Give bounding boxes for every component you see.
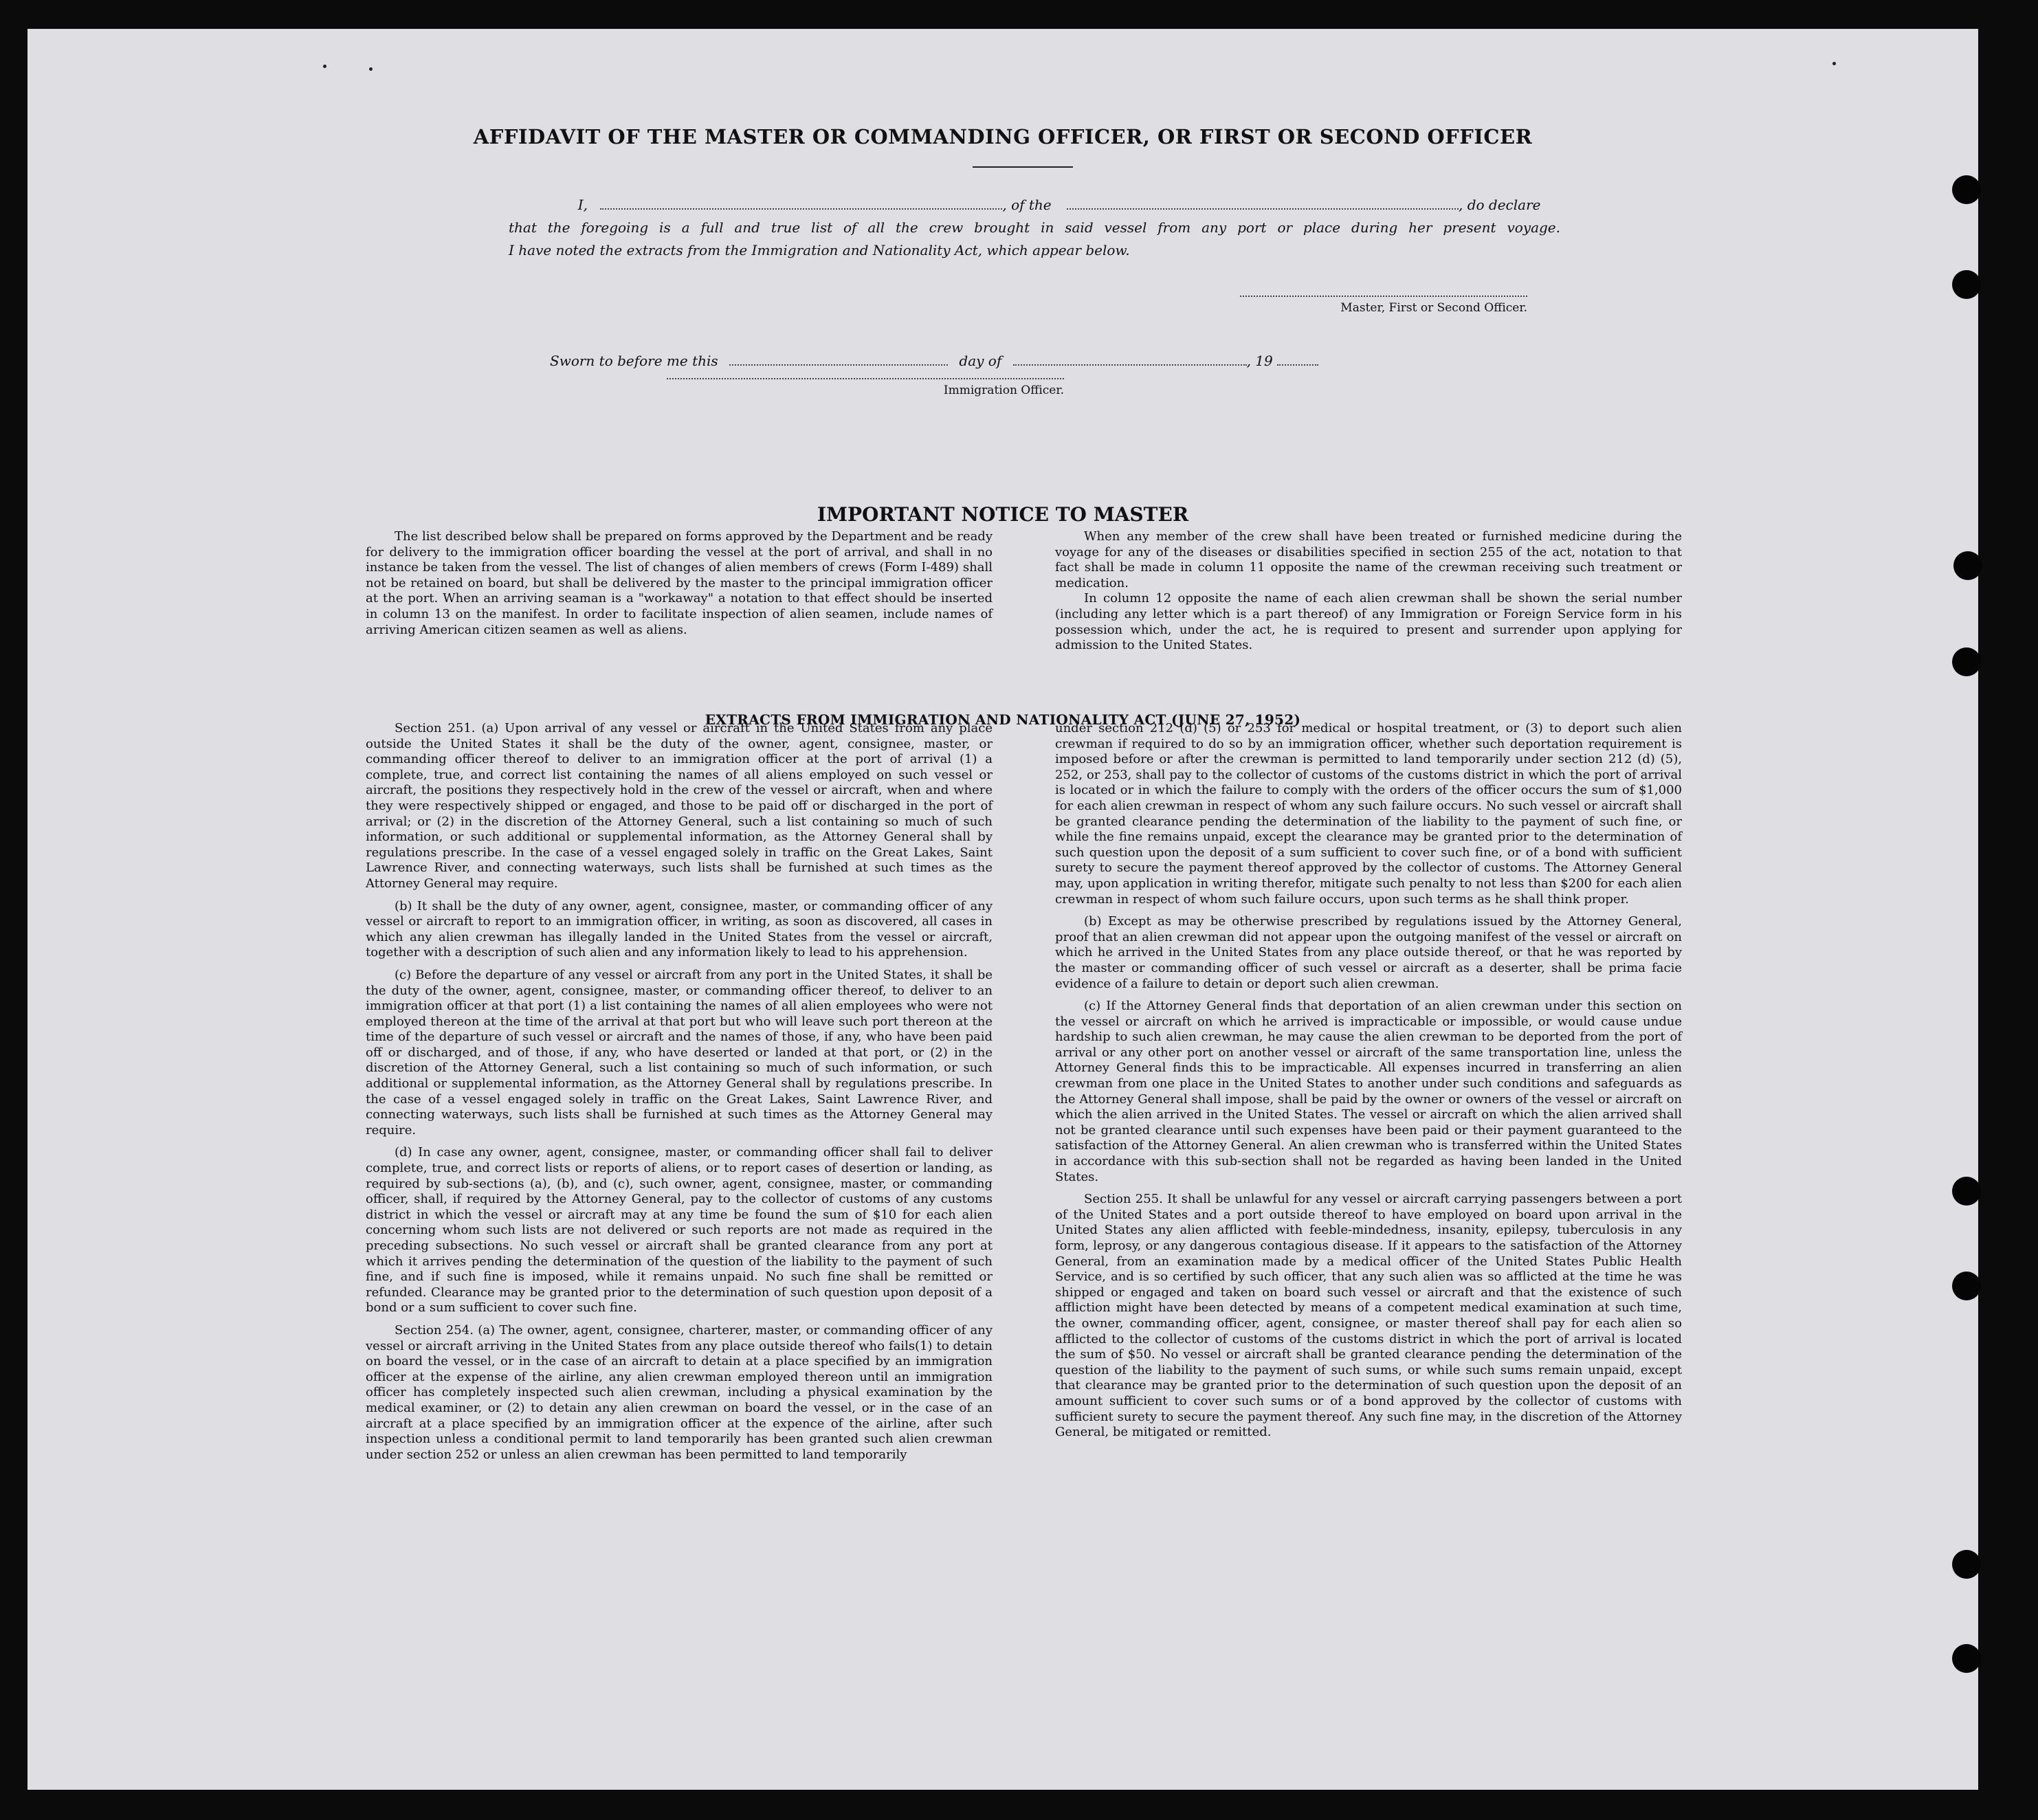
master-signature-field[interactable] — [1240, 296, 1527, 297]
master-signature-block — [1219, 296, 1527, 315]
master-signature-label: Master, First or Second Officer. — [1340, 301, 1527, 315]
do-declare-label: , do declare — [1459, 197, 1541, 213]
punch-hole-icon — [1953, 551, 1982, 580]
act-paragraph: (b) Except as may be otherwise prescribed by regulations issued by the Attorney General, proof that an alien crewman did not appear upon the outgoing manifest of the vessel or aircraft on which he arrived in the United States from any place outside thereof, or that he was reported by the master or commanding officer of such vessel or aircraft as a deserter, shall be prima facie evidence of a failure to detain or deport such alien crewman. — [1055, 914, 1682, 991]
act-paragraph: under section 212 (d) (5) or 253 for medical or hospital treatment, or (3) to deport such alien crewman if required to do so by an immigration officer, whether such deportation requirement is imposed before or after the crewman is permitted to land temporarily under section 212 (d) (5), 252, or 253, shall pay to the collector of customs of the customs district in which the port of arrival is located or in which the failure to comply with the orders of the officer occurs the sum of $1,000 for each alien crewman in respect of whom any such failure occurs. No such vessel or aircraft shall be granted clearance pending the determination of the liability to the payment of such fine, or while the fine remains unpaid, except the clearance may be granted prior to the determination of such question upon the deposit of a sum sufficient to cover such fine, or of a bond with sufficient surety to secure the payment thereof approved by the collector of customs. The Attorney General may, upon application in writing therefor, mitigate such penalty to not less than $200 for each alien crewman in respect of whom such failure occurs, upon such terms as he shall think proper. — [1055, 721, 1682, 907]
declaration-line-3: I have noted the extracts from the Immigration and Nationality Act, which appear below. — [509, 242, 1130, 258]
act-paragraph: (d) In case any owner, agent, consignee, master, or commanding officer shall fail to deliver complete, true, and correct lists or reports of aliens, or to report cases of desertion or landing, as required by sub-sections (a), (b), and (c), such owner, agent, consignee, master, or commanding officer, shall, if required by the Attorney General, pay to the collector of customs of any customs district in which the vessel or aircraft may at any time be found the sum of $10 for each alien concerning whom such lists are not delivered or such reports are not made as required in the preceding subsections. No such vessel or aircraft shall be granted clearance from any port at which it arrives pending the determination of the question of the liability to the payment of such fine, and if such fine is imposed, while it remains unpaid. No such fine shall be remitted or refunded. Clearance may be granted prior to the determination of such question upon deposit of a bond or a sum sufficient to cover such fine. — [366, 1145, 993, 1316]
act-paragraph: Section 254. (a) The owner, agent, consignee, charterer, master, or commanding officer of any vessel or aircraft arriving in the United States from any place outside thereof who fails(1) to detain on board the vessel, or in the case of an aircraft to detain at a place specified by an immigration officer at the expense of the airline, any alien crewman employed thereon until an immigration officer has completely inspected such alien crewman, including a physical examination by the medical examiner, or (2) to detain any alien crewman on board the vessel, or in the case of an aircraft at a place specified by an immigration officer at the expence of the airline, after such inspection unless a conditional permit to land temporarily has been granted such alien crewman under section 252 or unless an alien crewman has been permitted to land temporarily — [366, 1322, 993, 1462]
officer-name-field[interactable] — [600, 196, 1002, 210]
act-paragraph: Section 255. It shall be unlawful for any vessel or aircraft carrying passengers between a port of the United States and a port outside thereof to have employed on board upon arrival in the United States any alien afflicted with feeble-mindedness, insanity, epilepsy, tuberculosis in any form, leprosy, or any dangerous contagious disease. If it appears to the satisfaction of the Attorney General, from an examination made by a medical officer of the United States Public Health Service, and is so certified by such officer, that any such alien was so afflicted at the time he was shipped or engaged and taken on board such vessel or aircraft and that the existence of such affliction might have been detected by means of a competent medical examination at such time, the owner, commanding officer, agent, consignee, or master thereof shall pay for each alien so afflicted to the collector of customs of the customs district in which the port of arrival is located the sum of $50. No vessel or aircraft shall be granted clearance pending the determination of the question of the liability to the payment of such sums, or while such sums remain unpaid, except that clearance may be granted prior to the determination of such question upon the deposit of an amount sufficient to cover such sums or of a bond approved by the collector of customs with sufficient surety to secure the payment thereof. Any such fine may, in the discretion of the Attorney General, be mitigated or remitted. — [1055, 1192, 1682, 1440]
immigration-officer-block — [667, 378, 1064, 397]
extracts-right-column — [1055, 721, 1682, 1447]
sworn-year-field[interactable] — [1277, 352, 1318, 366]
notice-right-column — [1055, 529, 1682, 654]
sworn-month-field[interactable] — [1013, 352, 1247, 366]
sworn-day-field[interactable] — [729, 352, 948, 366]
affidavit-declaration — [509, 194, 1560, 262]
punch-hole-icon — [1952, 1550, 1981, 1579]
punch-hole-icon — [1952, 270, 1981, 299]
act-paragraph: Section 251. (a) Upon arrival of any vessel or aircraft in the United States from any place outside the United States it shall be the duty of the owner, agent, consignee, master, or commanding officer thereof to deliver to an immigration officer at the port of arrival (1) a complete, true, and correct list containing the names of all aliens employed on such vessel or aircraft, the positions they respectively hold in the crew of the vessel or aircraft, when and where they were respectively shipped or engaged, and those to be paid off or discharged in the port of arrival; or (2) in the discretion of the Attorney General, such a list containing so much of such information, or such additional or supplemental information, as the Attorney General shall by regulations prescribe. In the case of a vessel engaged solely in traffic on the Great Lakes, Saint Lawrence River, and connecting waterways, such lists shall be furnished at such times as the Attorney General may require. — [366, 721, 993, 891]
immigration-officer-label: Immigration Officer. — [943, 384, 1064, 397]
extracts-title: EXTRACTS FROM IMMIGRATION AND NATIONALITY ACT (JUNE 27, 1952) — [705, 711, 1301, 728]
notice-left-column — [366, 529, 993, 638]
pronoun-label: I, — [577, 197, 588, 213]
immigration-officer-signature-field[interactable] — [667, 378, 1064, 379]
punch-hole-icon — [1952, 175, 1981, 204]
declaration-line-1 — [509, 194, 1560, 217]
scan-speck — [1832, 62, 1836, 65]
sworn-prefix: Sworn to before me this — [550, 353, 718, 369]
day-of-label: day of — [959, 353, 1002, 369]
extracts-left-column — [366, 721, 993, 1469]
sworn-line — [550, 352, 1318, 369]
declaration-line-2: that the foregoing is a full and true list of all the crew brought in said vessel from any port or place during her present voyage. — [509, 219, 1560, 236]
scan-speck — [323, 65, 326, 68]
document-page — [27, 29, 1978, 1790]
punch-hole-icon — [1952, 1177, 1981, 1206]
notice-paragraph: The list described below shall be prepared on forms approved by the Department and be ready for delivery to the immigration officer boarding the vessel at the port of arrival, and shall in no instance be taken from the vessel. The list of changes of alien members of crews (Form I-489) shall not be retained on board, but shall be delivered by the master to the principal immigration officer at the port. When an arriving seaman is a "workaway" a notation to that effect should be inserted in column 13 on the manifest. In order to facilitate inspection of alien seamen, include names of arriving American citizen seamen as well as aliens. — [366, 529, 993, 637]
title-divider — [973, 166, 1073, 168]
punch-hole-icon — [1952, 1644, 1981, 1673]
punch-hole-icon — [1952, 1272, 1981, 1300]
affidavit-title: AFFIDAVIT OF THE MASTER OR COMMANDING OFFICER, OR FIRST OR SECOND OFFICER — [473, 125, 1533, 148]
punch-hole-icon — [1952, 647, 1981, 676]
act-paragraph: (c) If the Attorney General finds that deportation of an alien crewman under this section on the vessel or aircraft on which he arrived is impracticable or impossible, or would cause undue hardship to such alien crewman, he may cause the alien crewman to be deported from the port of arrival or any other port on another vessel or aircraft of the same transportation line, unless the Attorney General finds this to be impracticable. All expenses incurred in transferring an alien crewman from one place in the United States to another under such conditions and safeguards as the Attorney General shall impose, shall be paid by the owner or owners of the vessel or aircraft on which the alien arrived in the United States. The vessel or aircraft on which the alien arrived shall not be granted clearance until such expenses have been paid or their payment guaranteed to the satisfaction of the Attorney General. An alien crewman who is transferred within the United States in accordance with this sub-section shall not be regarded as having been landed in the United States. — [1055, 999, 1682, 1184]
notice-paragraph: In column 12 opposite the name of each alien crewman shall be shown the serial number (including any letter which is a part thereof) of any Immigration or Foreign Service form in his possession which, under the act, he is required to present and surrender upon applying for admission to the United States. — [1055, 591, 1682, 653]
scan-speck — [369, 67, 373, 71]
of-the-label: , of the — [1002, 197, 1052, 213]
act-paragraph: (c) Before the departure of any vessel or aircraft from any port in the United States, it shall be the duty of the owner, agent, consignee, master, or commanding officer thereof, to deliver to an immigration officer at that port (1) a list containing the names of all alien employees who were not employed thereon at the time of the arrival at that port but who will leave such port thereon at the time of the departure of such vessel or aircraft and the names of those, if any, who have been paid off or discharged, and of those, if any, who have deserted or landed at that port, or (2) in the discretion of the Attorney General, such a list containing so much of such information, or such additional or supplemental information, as the Attorney General shall by regulations prescribe. In the case of a vessel engaged solely in traffic on the Great Lakes, Saint Lawrence River, and connecting waterways, such lists shall be furnished at such times as the Attorney General may require. — [366, 967, 993, 1138]
notice-paragraph: When any member of the crew shall have been treated or furnished medicine during the voyage for any of the diseases or disabilities specified in section 255 of the act, notation to that fact shall be made in column 11 opposite the name of the crewman receiving such treatment or medication. — [1055, 529, 1682, 590]
vessel-name-field[interactable] — [1067, 196, 1459, 210]
act-paragraph: (b) It shall be the duty of any owner, agent, consignee, master, or commanding officer of any vessel or aircraft to report to an immigration officer, in writing, as soon as discovered, all cases in which any alien crewman has illegally landed in the United States from the vessel or aircraft, together with a description of such alien and any information likely to lead to his apprehension. — [366, 898, 993, 960]
year-prefix: , 19 — [1246, 353, 1273, 369]
notice-title: IMPORTANT NOTICE TO MASTER — [817, 503, 1189, 526]
